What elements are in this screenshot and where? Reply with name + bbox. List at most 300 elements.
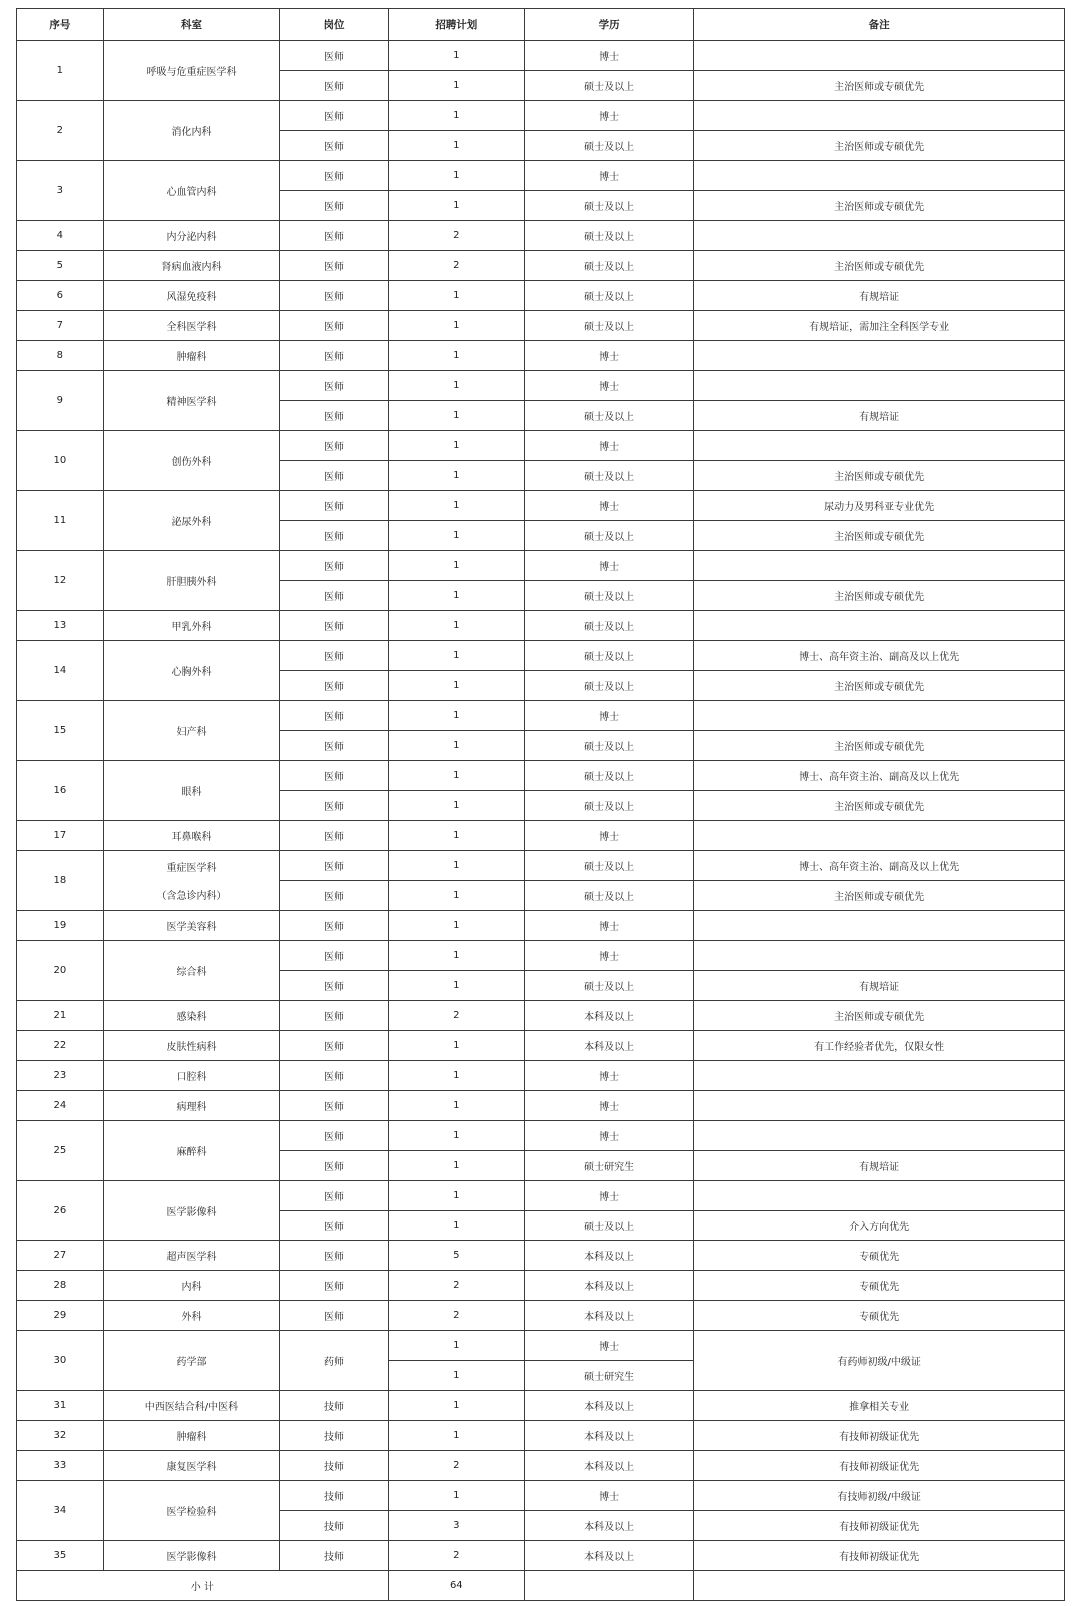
seq-cell: 22 xyxy=(17,1031,104,1061)
edu-cell: 博士 xyxy=(524,1091,693,1121)
dept-cell xyxy=(103,371,280,431)
dept-name: 口腔科 xyxy=(176,1072,207,1083)
table-row xyxy=(17,1061,1065,1091)
note-cell: 主治医师或专硕优先 xyxy=(694,521,1065,551)
edu-cell: 硕士及以上 xyxy=(524,401,693,431)
edu-cell: 硕士研究生 xyxy=(524,1361,693,1391)
plan-cell: 3 xyxy=(388,1511,524,1541)
seq-cell: 12 xyxy=(17,551,104,611)
note-cell: 主治医师或专硕优先 xyxy=(694,1001,1065,1031)
note-cell xyxy=(694,1091,1065,1121)
post-cell: 医师 xyxy=(280,1301,388,1331)
seq-cell: 5 xyxy=(17,251,104,281)
post-cell: 医师 xyxy=(280,221,388,251)
plan-cell: 1 xyxy=(388,581,524,611)
edu-cell: 硕士及以上 xyxy=(524,581,693,611)
dept-name: 全科医学科 xyxy=(166,322,217,333)
plan-cell: 1 xyxy=(388,1391,524,1421)
plan-cell: 1 xyxy=(388,71,524,101)
post-cell: 医师 xyxy=(280,521,388,551)
dept-cell xyxy=(103,1241,280,1271)
seq-cell: 18 xyxy=(17,851,104,911)
dept-name: 心血管内科 xyxy=(166,187,217,198)
plan-cell: 1 xyxy=(388,941,524,971)
dept-name: 医学影像科 xyxy=(166,1207,217,1218)
edu-cell: 硕士及以上 xyxy=(524,971,693,1001)
note-cell: 主治医师或专硕优先 xyxy=(694,881,1065,911)
note-cell: 主治医师或专硕优先 xyxy=(694,791,1065,821)
table-row xyxy=(17,641,1065,671)
edu-cell: 本科及以上 xyxy=(524,1451,693,1481)
table-row xyxy=(17,491,1065,521)
plan-cell: 2 xyxy=(388,221,524,251)
post-cell: 医师 xyxy=(280,611,388,641)
note-cell xyxy=(694,161,1065,191)
table-row xyxy=(17,1541,1065,1571)
post-cell: 医师 xyxy=(280,851,388,881)
seq-cell: 30 xyxy=(17,1331,104,1391)
post-cell: 医师 xyxy=(280,971,388,1001)
post-cell: 医师 xyxy=(280,1151,388,1181)
dept-cell xyxy=(103,1001,280,1031)
table-row xyxy=(17,281,1065,311)
dept-cell xyxy=(103,1421,280,1451)
plan-cell: 1 xyxy=(388,1061,524,1091)
plan-cell: 2 xyxy=(388,1541,524,1571)
dept-name: 麻醉科 xyxy=(176,1147,207,1158)
dept-name: 肾病血液内科 xyxy=(161,262,222,273)
seq-cell: 29 xyxy=(17,1301,104,1331)
table-row xyxy=(17,941,1065,971)
seq-cell: 27 xyxy=(17,1241,104,1271)
post-cell: 医师 xyxy=(280,1091,388,1121)
dept-name: 耳鼻喉科 xyxy=(171,832,212,843)
plan-cell: 5 xyxy=(388,1241,524,1271)
dept-name: 创伤外科 xyxy=(171,457,212,468)
edu-cell: 本科及以上 xyxy=(524,1421,693,1451)
edu-cell: 博士 xyxy=(524,1331,693,1361)
dept-cell xyxy=(103,1031,280,1061)
plan-cell: 1 xyxy=(388,851,524,881)
plan-cell: 2 xyxy=(388,1271,524,1301)
dept-cell xyxy=(103,1481,280,1541)
dept-name: 呼吸与危重症医学科 xyxy=(146,67,237,78)
dept-name: 眼科 xyxy=(181,787,202,798)
seq-cell: 33 xyxy=(17,1451,104,1481)
note-cell xyxy=(694,341,1065,371)
post-cell: 医师 xyxy=(280,341,388,371)
edu-cell: 硕士及以上 xyxy=(524,731,693,761)
post-cell: 医师 xyxy=(280,941,388,971)
post-cell: 医师 xyxy=(280,641,388,671)
dept-cell xyxy=(103,251,280,281)
dept-cell xyxy=(103,1391,280,1421)
post-cell: 医师 xyxy=(280,71,388,101)
post-cell: 医师 xyxy=(280,1061,388,1091)
dept-cell xyxy=(103,1541,280,1571)
seq-cell: 24 xyxy=(17,1091,104,1121)
table-row xyxy=(17,761,1065,791)
seq-cell: 11 xyxy=(17,491,104,551)
dept-name: 综合科 xyxy=(176,967,207,978)
post-cell: 医师 xyxy=(280,1211,388,1241)
dept-cell xyxy=(103,101,280,161)
dept-name: 重症医学科 xyxy=(166,863,217,874)
seq-cell: 3 xyxy=(17,161,104,221)
seq-cell: 35 xyxy=(17,1541,104,1571)
dept-cell xyxy=(103,341,280,371)
dept-cell xyxy=(103,1061,280,1091)
note-cell: 有工作经验者优先，仅限女性 xyxy=(694,1031,1065,1061)
table-row xyxy=(17,1241,1065,1271)
dept-cell xyxy=(103,1271,280,1301)
post-cell: 医师 xyxy=(280,191,388,221)
edu-cell: 硕士及以上 xyxy=(524,191,693,221)
seq-cell: 6 xyxy=(17,281,104,311)
table-row xyxy=(17,701,1065,731)
post-cell: 医师 xyxy=(280,101,388,131)
edu-cell: 本科及以上 xyxy=(524,1271,693,1301)
dept-cell xyxy=(103,641,280,701)
edu-cell: 硕士及以上 xyxy=(524,671,693,701)
edu-cell: 博士 xyxy=(524,911,693,941)
plan-cell: 1 xyxy=(388,371,524,401)
recruitment-table xyxy=(16,8,1065,1601)
post-cell: 医师 xyxy=(280,911,388,941)
note-cell: 专硕优先 xyxy=(694,1271,1065,1301)
plan-cell: 1 xyxy=(388,281,524,311)
plan-cell: 1 xyxy=(388,791,524,821)
edu-cell: 硕士及以上 xyxy=(524,521,693,551)
table-row xyxy=(17,1481,1065,1511)
note-cell: 专硕优先 xyxy=(694,1301,1065,1331)
dept-name: 医学美容科 xyxy=(166,922,217,933)
note-cell xyxy=(694,41,1065,71)
post-cell: 医师 xyxy=(280,1121,388,1151)
plan-cell: 1 xyxy=(388,1421,524,1451)
table-row xyxy=(17,1091,1065,1121)
dept-cell xyxy=(103,281,280,311)
plan-cell: 1 xyxy=(388,1151,524,1181)
seq-cell: 15 xyxy=(17,701,104,761)
dept-name: 病理科 xyxy=(176,1102,207,1113)
note-cell xyxy=(694,611,1065,641)
plan-cell: 1 xyxy=(388,461,524,491)
post-cell: 医师 xyxy=(280,1181,388,1211)
dept-cell xyxy=(103,611,280,641)
note-cell: 有技师初级证优先 xyxy=(694,1541,1065,1571)
post-cell: 医师 xyxy=(280,881,388,911)
seq-cell: 31 xyxy=(17,1391,104,1421)
seq-cell: 20 xyxy=(17,941,104,1001)
plan-cell: 1 xyxy=(388,491,524,521)
dept-cell xyxy=(103,1331,280,1391)
edu-cell: 本科及以上 xyxy=(524,1541,693,1571)
dept-name: 肝胆胰外科 xyxy=(166,577,217,588)
dept-cell xyxy=(103,41,280,101)
note-cell xyxy=(694,911,1065,941)
plan-cell: 1 xyxy=(388,41,524,71)
table-row xyxy=(17,1001,1065,1031)
note-cell: 专硕优先 xyxy=(694,1241,1065,1271)
seq-cell: 25 xyxy=(17,1121,104,1181)
plan-cell: 1 xyxy=(388,1121,524,1151)
dept-cell xyxy=(103,911,280,941)
seq-cell: 17 xyxy=(17,821,104,851)
dept-name: 泌尿外科 xyxy=(171,517,212,528)
post-cell: 医师 xyxy=(280,371,388,401)
table-row xyxy=(17,161,1065,191)
note-cell xyxy=(694,701,1065,731)
post-cell: 医师 xyxy=(280,401,388,431)
plan-cell: 1 xyxy=(388,1331,524,1361)
note-cell: 有规培证 xyxy=(694,401,1065,431)
seq-cell: 2 xyxy=(17,101,104,161)
post-cell: 技师 xyxy=(280,1391,388,1421)
dept-cell xyxy=(103,491,280,551)
dept-cell xyxy=(103,1301,280,1331)
edu-cell: 博士 xyxy=(524,1121,693,1151)
seq-cell: 7 xyxy=(17,311,104,341)
seq-cell: 4 xyxy=(17,221,104,251)
header-dept: 科室 xyxy=(103,9,280,41)
post-cell: 医师 xyxy=(280,281,388,311)
seq-cell: 13 xyxy=(17,611,104,641)
dept-cell xyxy=(103,821,280,851)
edu-cell: 博士 xyxy=(524,551,693,581)
note-cell: 主治医师或专硕优先 xyxy=(694,71,1065,101)
note-cell: 有规培证 xyxy=(694,971,1065,1001)
header-note: 备注 xyxy=(694,9,1065,41)
dept-name: 药学部 xyxy=(176,1357,207,1368)
dept-name: 心胸外科 xyxy=(171,667,212,678)
dept-name: 内分泌内科 xyxy=(166,232,217,243)
note-cell xyxy=(694,101,1065,131)
seq-cell: 32 xyxy=(17,1421,104,1451)
dept-cell xyxy=(103,761,280,821)
post-cell: 医师 xyxy=(280,821,388,851)
edu-cell: 本科及以上 xyxy=(524,1241,693,1271)
plan-cell: 1 xyxy=(388,821,524,851)
table-row xyxy=(17,1271,1065,1301)
post-cell: 医师 xyxy=(280,41,388,71)
seq-cell: 9 xyxy=(17,371,104,431)
seq-cell: 26 xyxy=(17,1181,104,1241)
post-cell: 医师 xyxy=(280,311,388,341)
post-cell: 医师 xyxy=(280,1241,388,1271)
dept-cell xyxy=(103,941,280,1001)
seq-cell: 23 xyxy=(17,1061,104,1091)
table-row xyxy=(17,1181,1065,1211)
header-row xyxy=(17,9,1065,41)
seq-cell: 1 xyxy=(17,41,104,101)
edu-cell: 硕士及以上 xyxy=(524,641,693,671)
note-cell: 有规培证，需加注全科医学专业 xyxy=(694,311,1065,341)
post-cell: 药师 xyxy=(280,1331,388,1391)
dept-name: 医学影像科 xyxy=(166,1552,217,1563)
edu-cell: 博士 xyxy=(524,701,693,731)
edu-cell: 硕士及以上 xyxy=(524,71,693,101)
seq-cell: 34 xyxy=(17,1481,104,1541)
edu-cell: 硕士及以上 xyxy=(524,461,693,491)
dept-cell xyxy=(103,1451,280,1481)
plan-cell: 1 xyxy=(388,641,524,671)
header-post: 岗位 xyxy=(280,9,388,41)
note-cell xyxy=(694,821,1065,851)
edu-cell: 博士 xyxy=(524,161,693,191)
note-cell: 有技师初级证优先 xyxy=(694,1451,1065,1481)
table-row xyxy=(17,551,1065,581)
table-row xyxy=(17,821,1065,851)
post-cell: 医师 xyxy=(280,131,388,161)
note-cell: 主治医师或专硕优先 xyxy=(694,251,1065,281)
post-cell: 医师 xyxy=(280,701,388,731)
note-cell: 有技师初级/中级证 xyxy=(694,1481,1065,1511)
seq-cell: 10 xyxy=(17,431,104,491)
plan-cell: 2 xyxy=(388,1301,524,1331)
table-row xyxy=(17,1301,1065,1331)
plan-cell: 2 xyxy=(388,1451,524,1481)
post-cell: 医师 xyxy=(280,791,388,821)
plan-cell: 1 xyxy=(388,1481,524,1511)
dept-name: 康复医学科 xyxy=(166,1462,217,1473)
plan-cell: 1 xyxy=(388,431,524,461)
edu-cell: 博士 xyxy=(524,101,693,131)
plan-cell: 1 xyxy=(388,731,524,761)
post-cell: 医师 xyxy=(280,551,388,581)
edu-cell: 博士 xyxy=(524,1181,693,1211)
note-cell: 有规培证 xyxy=(694,281,1065,311)
dept-name: 甲乳外科 xyxy=(171,622,212,633)
dept-name: 肿瘤科 xyxy=(176,352,207,363)
edu-cell: 博士 xyxy=(524,941,693,971)
dept-name: 妇产科 xyxy=(176,727,207,738)
post-cell: 技师 xyxy=(280,1541,388,1571)
post-cell: 医师 xyxy=(280,461,388,491)
note-cell: 尿动力及男科亚专业优先 xyxy=(694,491,1065,521)
dept-cell xyxy=(103,221,280,251)
dept-name: 皮肤性病科 xyxy=(166,1042,217,1053)
plan-cell: 1 xyxy=(388,881,524,911)
table-row xyxy=(17,431,1065,461)
post-cell: 医师 xyxy=(280,1001,388,1031)
plan-cell: 1 xyxy=(388,971,524,1001)
dept-name: 医学检验科 xyxy=(166,1507,217,1518)
note-cell: 有药师初级/中级证 xyxy=(694,1331,1065,1391)
dept-subname: （含急诊内科） xyxy=(156,891,227,902)
dept-cell xyxy=(103,1091,280,1121)
edu-cell: 硕士及以上 xyxy=(524,881,693,911)
dept-name: 中西医结合科/中医科 xyxy=(144,1402,239,1413)
note-cell xyxy=(694,1121,1065,1151)
note-cell xyxy=(694,551,1065,581)
edu-cell: 博士 xyxy=(524,821,693,851)
edu-cell: 硕士及以上 xyxy=(524,311,693,341)
edu-cell: 本科及以上 xyxy=(524,1511,693,1541)
plan-cell: 1 xyxy=(388,1361,524,1391)
note-cell xyxy=(694,1061,1065,1091)
plan-cell: 1 xyxy=(388,1181,524,1211)
subtotal-total: 64 xyxy=(388,1571,524,1601)
note-cell xyxy=(694,941,1065,971)
edu-cell: 博士 xyxy=(524,41,693,71)
plan-cell: 1 xyxy=(388,401,524,431)
plan-cell: 1 xyxy=(388,341,524,371)
plan-cell: 1 xyxy=(388,671,524,701)
dept-name: 超声医学科 xyxy=(166,1252,217,1263)
note-cell: 博士、高年资主治、副高及以上优先 xyxy=(694,641,1065,671)
edu-cell: 硕士及以上 xyxy=(524,251,693,281)
table-row xyxy=(17,851,1065,881)
table-row xyxy=(17,1331,1065,1361)
plan-cell: 1 xyxy=(388,761,524,791)
plan-cell: 1 xyxy=(388,311,524,341)
edu-cell: 博士 xyxy=(524,371,693,401)
table-row xyxy=(17,101,1065,131)
table-body xyxy=(17,41,1065,1571)
table-row xyxy=(17,41,1065,71)
edu-cell: 博士 xyxy=(524,1481,693,1511)
note-cell: 有技师初级证优先 xyxy=(694,1421,1065,1451)
header-seq: 序号 xyxy=(17,9,104,41)
dept-name: 精神医学科 xyxy=(166,397,217,408)
plan-cell: 1 xyxy=(388,521,524,551)
edu-cell: 博士 xyxy=(524,341,693,371)
post-cell: 医师 xyxy=(280,1031,388,1061)
post-cell: 医师 xyxy=(280,581,388,611)
note-cell: 主治医师或专硕优先 xyxy=(694,461,1065,491)
note-cell: 博士、高年资主治、副高及以上优先 xyxy=(694,761,1065,791)
edu-cell: 博士 xyxy=(524,491,693,521)
plan-cell: 1 xyxy=(388,911,524,941)
dept-cell xyxy=(103,851,280,911)
note-cell: 主治医师或专硕优先 xyxy=(694,131,1065,161)
dept-name: 外科 xyxy=(181,1312,202,1323)
edu-cell: 本科及以上 xyxy=(524,1031,693,1061)
note-cell: 主治医师或专硕优先 xyxy=(694,671,1065,701)
dept-name: 消化内科 xyxy=(171,127,212,138)
plan-cell: 1 xyxy=(388,611,524,641)
note-cell: 主治医师或专硕优先 xyxy=(694,191,1065,221)
dept-cell xyxy=(103,701,280,761)
edu-cell: 硕士及以上 xyxy=(524,281,693,311)
seq-cell: 8 xyxy=(17,341,104,371)
post-cell: 医师 xyxy=(280,731,388,761)
subtotal-empty-note xyxy=(694,1571,1065,1601)
subtotal-row xyxy=(17,1571,1065,1601)
table-row xyxy=(17,1421,1065,1451)
dept-name: 内科 xyxy=(181,1282,202,1293)
post-cell: 医师 xyxy=(280,251,388,281)
dept-cell xyxy=(103,311,280,341)
table-row xyxy=(17,371,1065,401)
subtotal-label: 小 计 xyxy=(17,1571,389,1601)
post-cell: 技师 xyxy=(280,1481,388,1511)
seq-cell: 19 xyxy=(17,911,104,941)
edu-cell: 硕士及以上 xyxy=(524,851,693,881)
table-row xyxy=(17,611,1065,641)
post-cell: 医师 xyxy=(280,671,388,701)
subtotal-empty-edu xyxy=(524,1571,693,1601)
note-cell: 有规培证 xyxy=(694,1151,1065,1181)
seq-cell: 16 xyxy=(17,761,104,821)
note-cell xyxy=(694,431,1065,461)
plan-cell: 2 xyxy=(388,251,524,281)
dept-cell xyxy=(103,431,280,491)
plan-cell: 1 xyxy=(388,551,524,581)
plan-cell: 1 xyxy=(388,131,524,161)
table-row xyxy=(17,221,1065,251)
